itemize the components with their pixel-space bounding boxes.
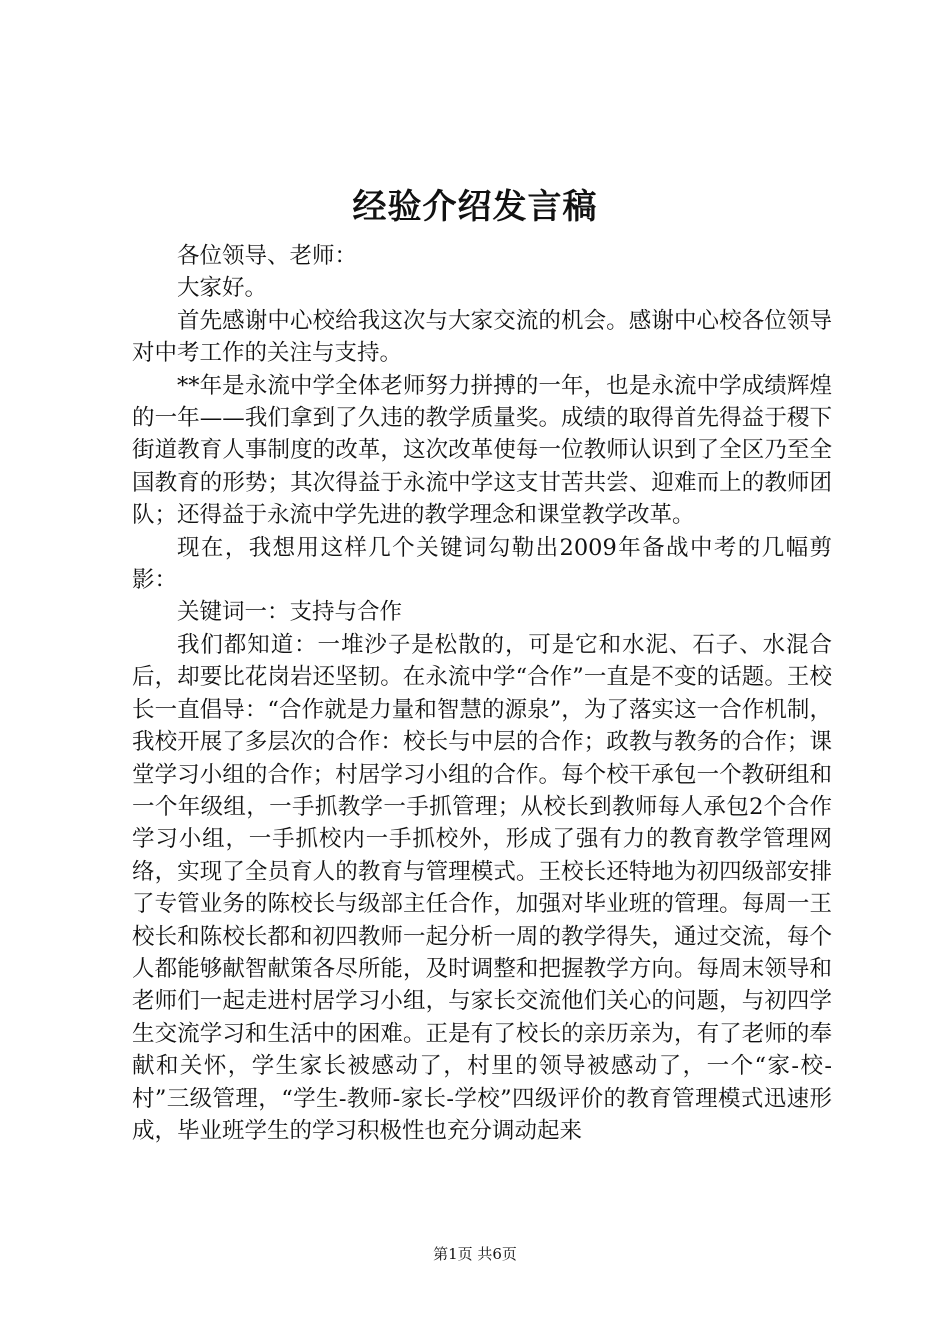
paragraph-keyword-one: 关键词一：支持与合作 [177,599,403,626]
paragraph-achievement: **年是永流中学全体老师努力拼搏的一年，也是永流中学成绩辉煌的一年——我们拿到了久违的教学质量奖。成绩的取得首先得益于稷下街道教育人事制度的改革，这次改革使每一位教师认识到了全区乃至全国教育的形势；其次得益于永流中学这支甘苦共尝、迎难而上的教师团队；还得益于永流中学先进的教学理念和课堂教学改革。 [132,372,832,529]
document-title: 经验介绍发言稿 [352,187,598,227]
document-body [132,240,832,1147]
paragraph-greeting: 大家好。 [177,275,268,302]
paragraph-intro-keywords: 现在，我想用这样几个关键词勾勒出2009年备战中考的几幅剪影： [132,534,832,594]
paragraph-thanks: 首先感谢中心校给我这次与大家交流的机会。感谢中心校各位领导对中考工作的关注与支持。 [132,307,832,367]
paragraph-cooperation: 我们都知道：一堆沙子是松散的，可是它和水泥、石子、水混合后，却要比花岗岩还坚韧。在永流中学“合作”一直是不变的话题。王校长一直倡导：“合作就是力量和智慧的源泉”，为了落实这一合作机制，我校开展了多层次的合作：校长与中层的合作；政教与教务的合作；课堂学习小组的合作；村居学习小组的合作。每个校干承包一个教研组和一个年级组，一手抓教学一手抓管理；从校长到教师每人承包2个合作学习小组，一手抓校内一手抓校外，形成了强有力的教育教学管理网络，实现了全员育人的教育与管理模式。王校长还特地为初四级部安排了专管业务的陈校长与级部主任合作，加强对毕业班的管理。每周一王校长和陈校长都和初四教师一起分析一周的教学得失，通过交流，每个人都能够献智献策各尽所能，及时调整和把握教学方向。每周末领导和老师们一起走进村居学习小组，与家长交流他们关心的问题，与初四学生交流学习和生活中的困难。正是有了校长的亲历亲为，有了老师的奉献和关怀，学生家长被感动了，村里的领导被感动了，一个“家-校-村”三级管理，“学生-教师-家长-学校”四级评价的教育管理模式迅速形成，毕业班学生的学习积极性也充分调动起来 [132,631,832,1144]
page-footer: 第1页 共6页 [433,1245,517,1263]
paragraph-salutation: 各位领导、老师： [177,243,358,269]
